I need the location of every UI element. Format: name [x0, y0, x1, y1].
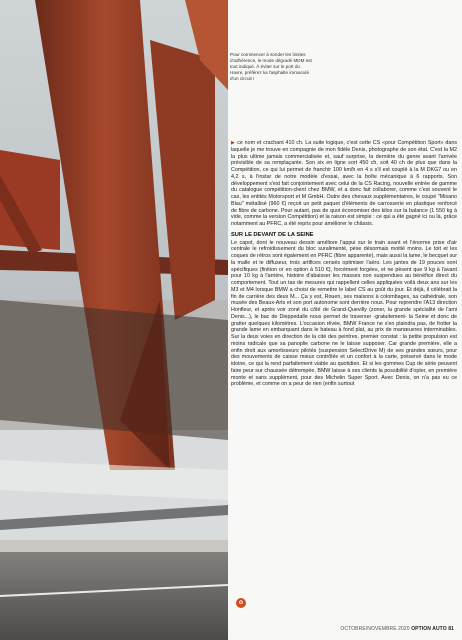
page-footer [340, 626, 454, 632]
section-heading: SUR LE DEVANT DE LA SEINE [231, 231, 314, 238]
article-paragraph-2: Le capot, dont le nouveau dessin améliore l'appui sur le train avant et l'énorme prise d'air centrale le refroidissement du bloc suralimenté, pèse désormais moitié moins. Le toit et les coques de rétros sont également en PFRC (fibre apparente), mais aussi la lame, le becquet sur la malle et le diffuseur, trois artifices censés optimiser l'aéro. Les jantes de 19 pouces sont spécifiques (finition or en option à 510 €), forcément forgées, et ne pèsent que 9 kg à l'avant pour 10 kg à l'arrière, histoire d'abaisser les masses non suspendues au bénéfice direct du comportement. Tout un tas de mesures qui rappellent celles appliquées voilà deux ans sur les M3 et M4 lorsque BMW a choisi de remettre le label CS au goût du jour. Et déjà, il célébrait la fin de carrière des deux M... Ça y est, Rouen, ses maisons à colombages, sa cathédrale, son musée des Beaux-Arts et son port autonome sont derrière nous. Pour reprendre l'A13 direction Honfleur, et après voir zoné du côté de Grand-Quevilly (zoner, la grande spécialité de l'ami Denis...), le bac de Dieppedalle nous permet de traverser -gratuitement- la Seine et donc de gratter quelques kilomètres. L'occasion rêvée, BMW France ne s'en plaindra pas, de frotter la grande lame en embarquant dans le bateau à fond plat, au prix de manœuvres interminables. Sur la deux voies en direction de la cité des peintres, premier constat : la petite propulsion est moins radicale que sa panoplie carbone ne le laisse supposer. Car grande première, elle a enfin droit aux amortisseurs pilotés (suspension SelectDrive M) de ses grandes sœurs, pour des mouvements de caisse mieux contrôlés et un confort à la carte, préservé dans le mode idoine, ce qui la rend parfaitement viable au quotidien. Et si les gommes Cup de série peuvent faire peur sur chaussée détrempée, BMW laisse à ses clients la possibilité d'opter, en première monte et sans supplément, pour des Michelin Super Sport. Avec Denis, on n'a pas eu ce problème, et comme on a peur de rien (enfin surtout [231, 239, 457, 388]
footer-page-number: 81 [448, 626, 454, 632]
paragraph-marker-icon: ▶ [231, 140, 236, 146]
paragraph-1-text: ce nom et crachant 410 ch. La suite logique, c'est cette CS «pour Compétition Sport» dans laquelle je me trouve en compagnie de mon fidèle Denis, photographe de son état. C'est la M2 la plus ultime jamais commercialisée et, sauf surprise, la dernière du genre avant l'arrivée prévisible de sa remplaçante. Son six en ligne sort 450 ch, soit 40 ch de plus que dans la Compétition, ce qui lui permet de franchir 100 km/h en 4 s s'il est couplé à la M DKG7 ou en 4,2 s, à l'instar de notre modèle d'essai, avec la boîte mécanique à 6 rapports. Son développement s'est fait conjointement avec celui de la CS Racing, nouvelle entrée de gamme du catalogue compétition-client chez BMW, et a donc fait collaborer, comme c'est souvent le cas, les entités Motorsport et M GmbH. Outre des chevaux supplémentaires, le coupé "Misano Blau" métallisé (960 €) reçoit un petit paquet d'éléments de carrosserie en plastique renforcé de fibre de carbone. Pour autant, pas de quoi économiser des kilos sur la balance (1 550 kg à vide, comme la version Compétition) et la raison est simple : ce qui a été gagné ici ou là, grâce notamment au PFRC, a été repris pour améliorer le châssis. [231, 140, 457, 227]
photo-caption: Pour commencer à sonder les limites d'adhérence, le mode dégradé MDM est tout indiqué. À éviter sur le port du Havre, préférez lui l'asphalte immaculé d'un circuit ! [230, 52, 312, 81]
article-body [231, 140, 457, 388]
bridge-photo [0, 0, 228, 640]
footer-magazine-name: OPTION AUTO [411, 626, 447, 632]
footer-date: OCTOBRE/NOVEMBRE 2020 [340, 626, 410, 632]
article-paragraph-1 [231, 140, 457, 228]
bridge-photo-illustration [0, 0, 228, 640]
magazine-logo-icon: ✪ [236, 598, 246, 608]
